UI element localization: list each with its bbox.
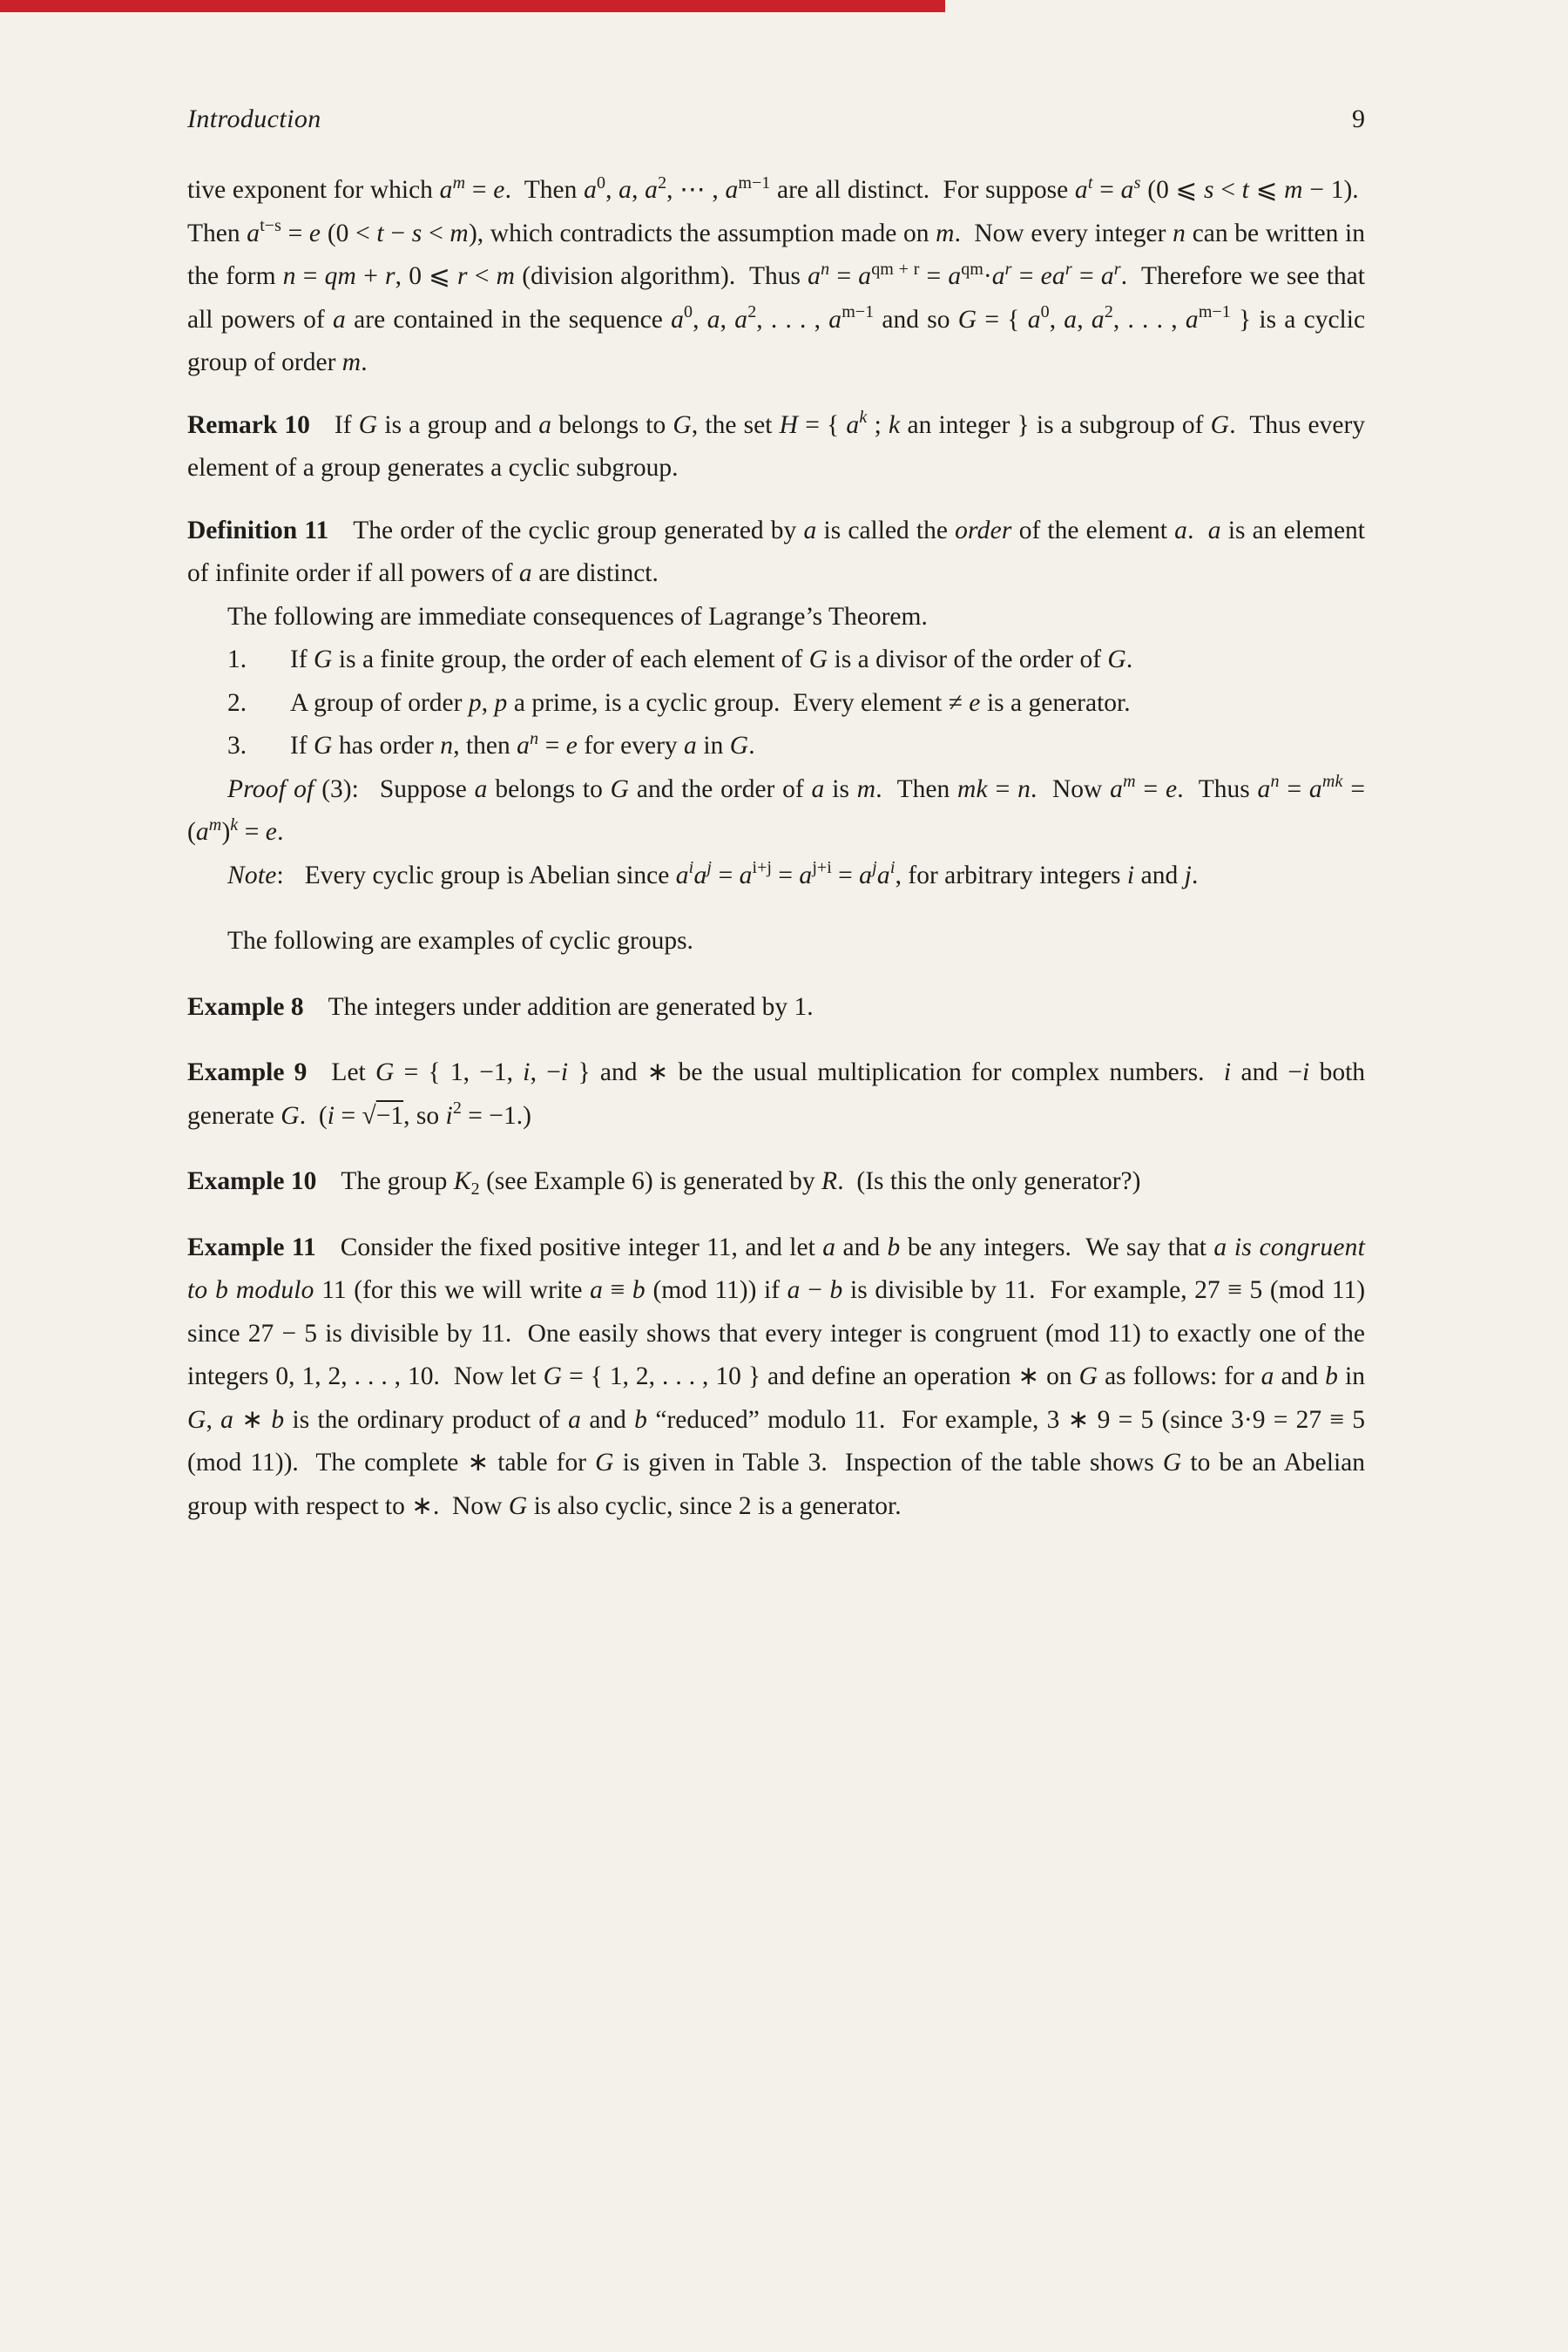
red-accent-bar [0,0,945,12]
list-item-3 [187,725,1365,768]
page-number: 9 [1352,105,1365,133]
remark-10-label: Remark 10 [187,410,310,439]
list-item-2-number: 2. [227,688,247,717]
list-item-1 [187,639,1365,682]
list-item-2-text: A group of order p, p a prime, is a cyclic group. Every element ≠ e is a generator. [290,688,1131,717]
definition-11 [187,510,1365,596]
examples-intro: The following are examples of cyclic groups. [227,927,693,955]
example-10-text: The group $K_2$ (see Example 6) is generated by R. (Is this the only generator?) [341,1167,1141,1199]
proof-of-3-text: Suppose a belongs to G and the order of a is m. Then mk = n. Now $a^m = e$. Thus $a^n = a^{mk} = (a^m)^k = e$. [187,772,1366,846]
example-10 [187,1160,1365,1204]
example-10-label: Example 10 [187,1167,317,1195]
proof-of-3 [187,768,1365,855]
paragraph-cyclic-powers: tive exponent for which $a^m = e$. Then $a^0$, a, $a^2$, ⋯ , $a^{m-1}$ are all distinct. For suppose $a^t = a^s$ (0 ⩽ s < t ⩽ m − 1). Then $a^{t-s} = e$ (0 < t − s < m), which contradicts the assumption made on m. Now every integer n can be written in the form n = qm + r, 0 ⩽ r < m (division algorithm). Thus $a^n = a^{qm + r} = a^{qm}\cdot a^r = ea^r = a^r$. Therefore we see that all powers of a are contained in the sequence $a^0$, a, $a^2$, . . . , $a^{m-1}$ and so G = { $a^0$, a, $a^2$, . . . , $a^{m-1}$ } is a cyclic group of order m. [187,172,1366,376]
list-item-1-number: 1. [227,645,247,673]
definition-11-label: Definition 11 [187,516,329,544]
example-9 [187,1051,1365,1138]
body-text [187,169,1365,1528]
page-header [187,105,1365,134]
definition-11-text: The order of the cyclic group generated by a is called the order of the element a. a is an element of infinite order if all powers of a are distinct. [187,516,1365,587]
example-11 [187,1227,1365,1529]
note-label: Note: [227,861,284,889]
example-9-label: Example 9 [187,1058,308,1086]
page-content [187,105,1365,1528]
example-9-text: Let G = { 1, −1, i, −i } and ∗ be the usual multiplication for complex numbers. i and −i both generate G. (i = √−1, so $i^2 = -1$.) [187,1058,1366,1130]
remark-10 [187,404,1365,490]
example-8-text: The integers under addition are generated by 1. [328,992,814,1021]
list-item-2 [187,682,1365,726]
running-head: Introduction [187,105,321,133]
note-text: Every cyclic group is Abelian since $a^ia^j = a^{i+j} = a^{j+i} = a^ja^i$, for arbitrary integers i and j. [304,858,1199,889]
example-11-text: Consider the fixed positive integer 11, and let a and b be any integers. We say that a is congruent to b modulo 11 (for this we will write a ≡ b (mod 11)) if a − b is divisible by 11. For example, 27 ≡ 5 (mod 11) since 27 − 5 is divisible by 11. One easily shows that every integer is congruent (mod 11) to exactly one of the integers 0, 1, 2, . . . , 10. Now let G = { 1, 2, . . . , 10 } and define an operation ∗ on G as follows: for a and b in G, a ∗ b is the ordinary product of a and b “reduced” modulo 11. For example, 3 ∗ 9 = 5 (since 3·9 = 27 ≡ 5 (mod 11)). The complete ∗ table for G is given in Table 3. Inspection of the table shows G to be an Abelian group with respect to ∗. Now G is also cyclic, since 2 is a generator. [187,1233,1366,1520]
list-item-1-text: If G is a finite group, the order of each element of G is a divisor of the order of G. [290,645,1133,673]
example-8-label: Example 8 [187,992,304,1021]
proof-of-3-label: Proof of (3): [227,774,359,803]
example-8 [187,986,1365,1030]
example-11-label: Example 11 [187,1233,316,1261]
remark-10-text: If G is a group and a belongs to G, the set H = { $a^k$ ; k an integer } is a subgroup of G. Thus every element of a group generates a cyclic subgroup. [187,408,1366,482]
list-item-3-text: If G has order n, then $a^n = e$ for every a in G. [290,728,755,760]
note-paragraph [187,855,1365,898]
list-item-3-number: 3. [227,732,247,760]
lagrange-consequences-intro: The following are immediate consequences of Lagrange’s Theorem. [227,602,928,631]
